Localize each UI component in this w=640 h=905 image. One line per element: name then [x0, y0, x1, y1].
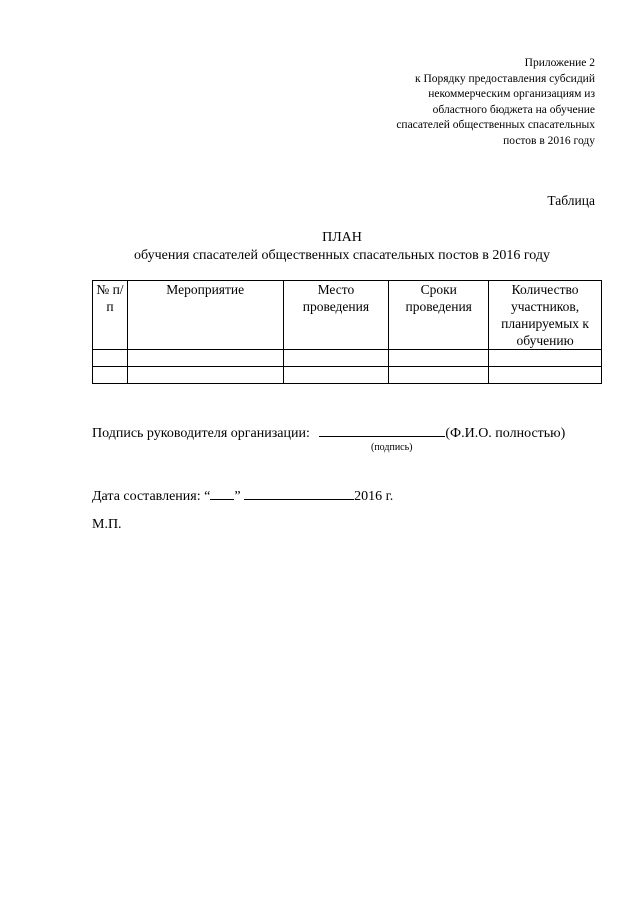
table-cell[interactable]	[127, 367, 283, 384]
table-cell[interactable]	[93, 350, 128, 367]
table-row	[93, 350, 602, 367]
plan-table	[92, 280, 602, 384]
appendix-line: областного бюджета на обучение	[432, 103, 595, 116]
title-subheading: обучения спасателей общественных спасательных постов в 2016 году	[134, 248, 550, 263]
month-blank[interactable]	[244, 487, 354, 500]
date-close-quote: ”	[234, 489, 241, 504]
table-cell[interactable]	[127, 350, 283, 367]
date-year: 2016 г.	[354, 489, 394, 504]
stamp-place: М.П.	[92, 517, 122, 532]
table-cell[interactable]	[283, 350, 389, 367]
table-cell[interactable]	[389, 367, 489, 384]
document-title	[92, 229, 592, 265]
table-row	[93, 367, 602, 384]
table-cell[interactable]	[93, 367, 128, 384]
appendix-line: постов в 2016 году	[503, 134, 595, 147]
appendix-line: Приложение 2	[524, 57, 595, 69]
signature-line	[92, 424, 602, 442]
signature-note: (подпись)	[371, 442, 413, 453]
appendix-line: к Порядку предоставления субсидий	[415, 72, 595, 85]
date-line	[92, 487, 393, 505]
header-event: Мероприятие	[127, 281, 283, 350]
header-location: Место проведения	[283, 281, 389, 350]
appendix-line: спасателей общественных спасательных	[396, 119, 595, 132]
date-open-quote: “	[204, 489, 211, 504]
date-label: Дата составления:	[92, 489, 201, 504]
header-participants: Количество участников, планируемых к обучению	[489, 281, 602, 350]
appendix-line: некоммерческим организациям из	[428, 88, 595, 101]
appendix-reference	[396, 56, 595, 150]
table-cell[interactable]	[489, 350, 602, 367]
table-cell[interactable]	[389, 350, 489, 367]
table-cell[interactable]	[489, 367, 602, 384]
signature-blank[interactable]	[319, 424, 445, 437]
table-header-row	[93, 281, 602, 350]
header-number: № п/п	[93, 281, 128, 350]
signature-label: Подпись руководителя организации:	[92, 426, 310, 441]
table-label: Таблица	[547, 193, 595, 208]
day-blank[interactable]	[210, 487, 234, 500]
table-cell[interactable]	[283, 367, 389, 384]
header-dates: Сроки проведения	[389, 281, 489, 350]
title-heading: ПЛАН	[322, 230, 362, 245]
signature-suffix: (Ф.И.О. полностью)	[445, 426, 566, 441]
